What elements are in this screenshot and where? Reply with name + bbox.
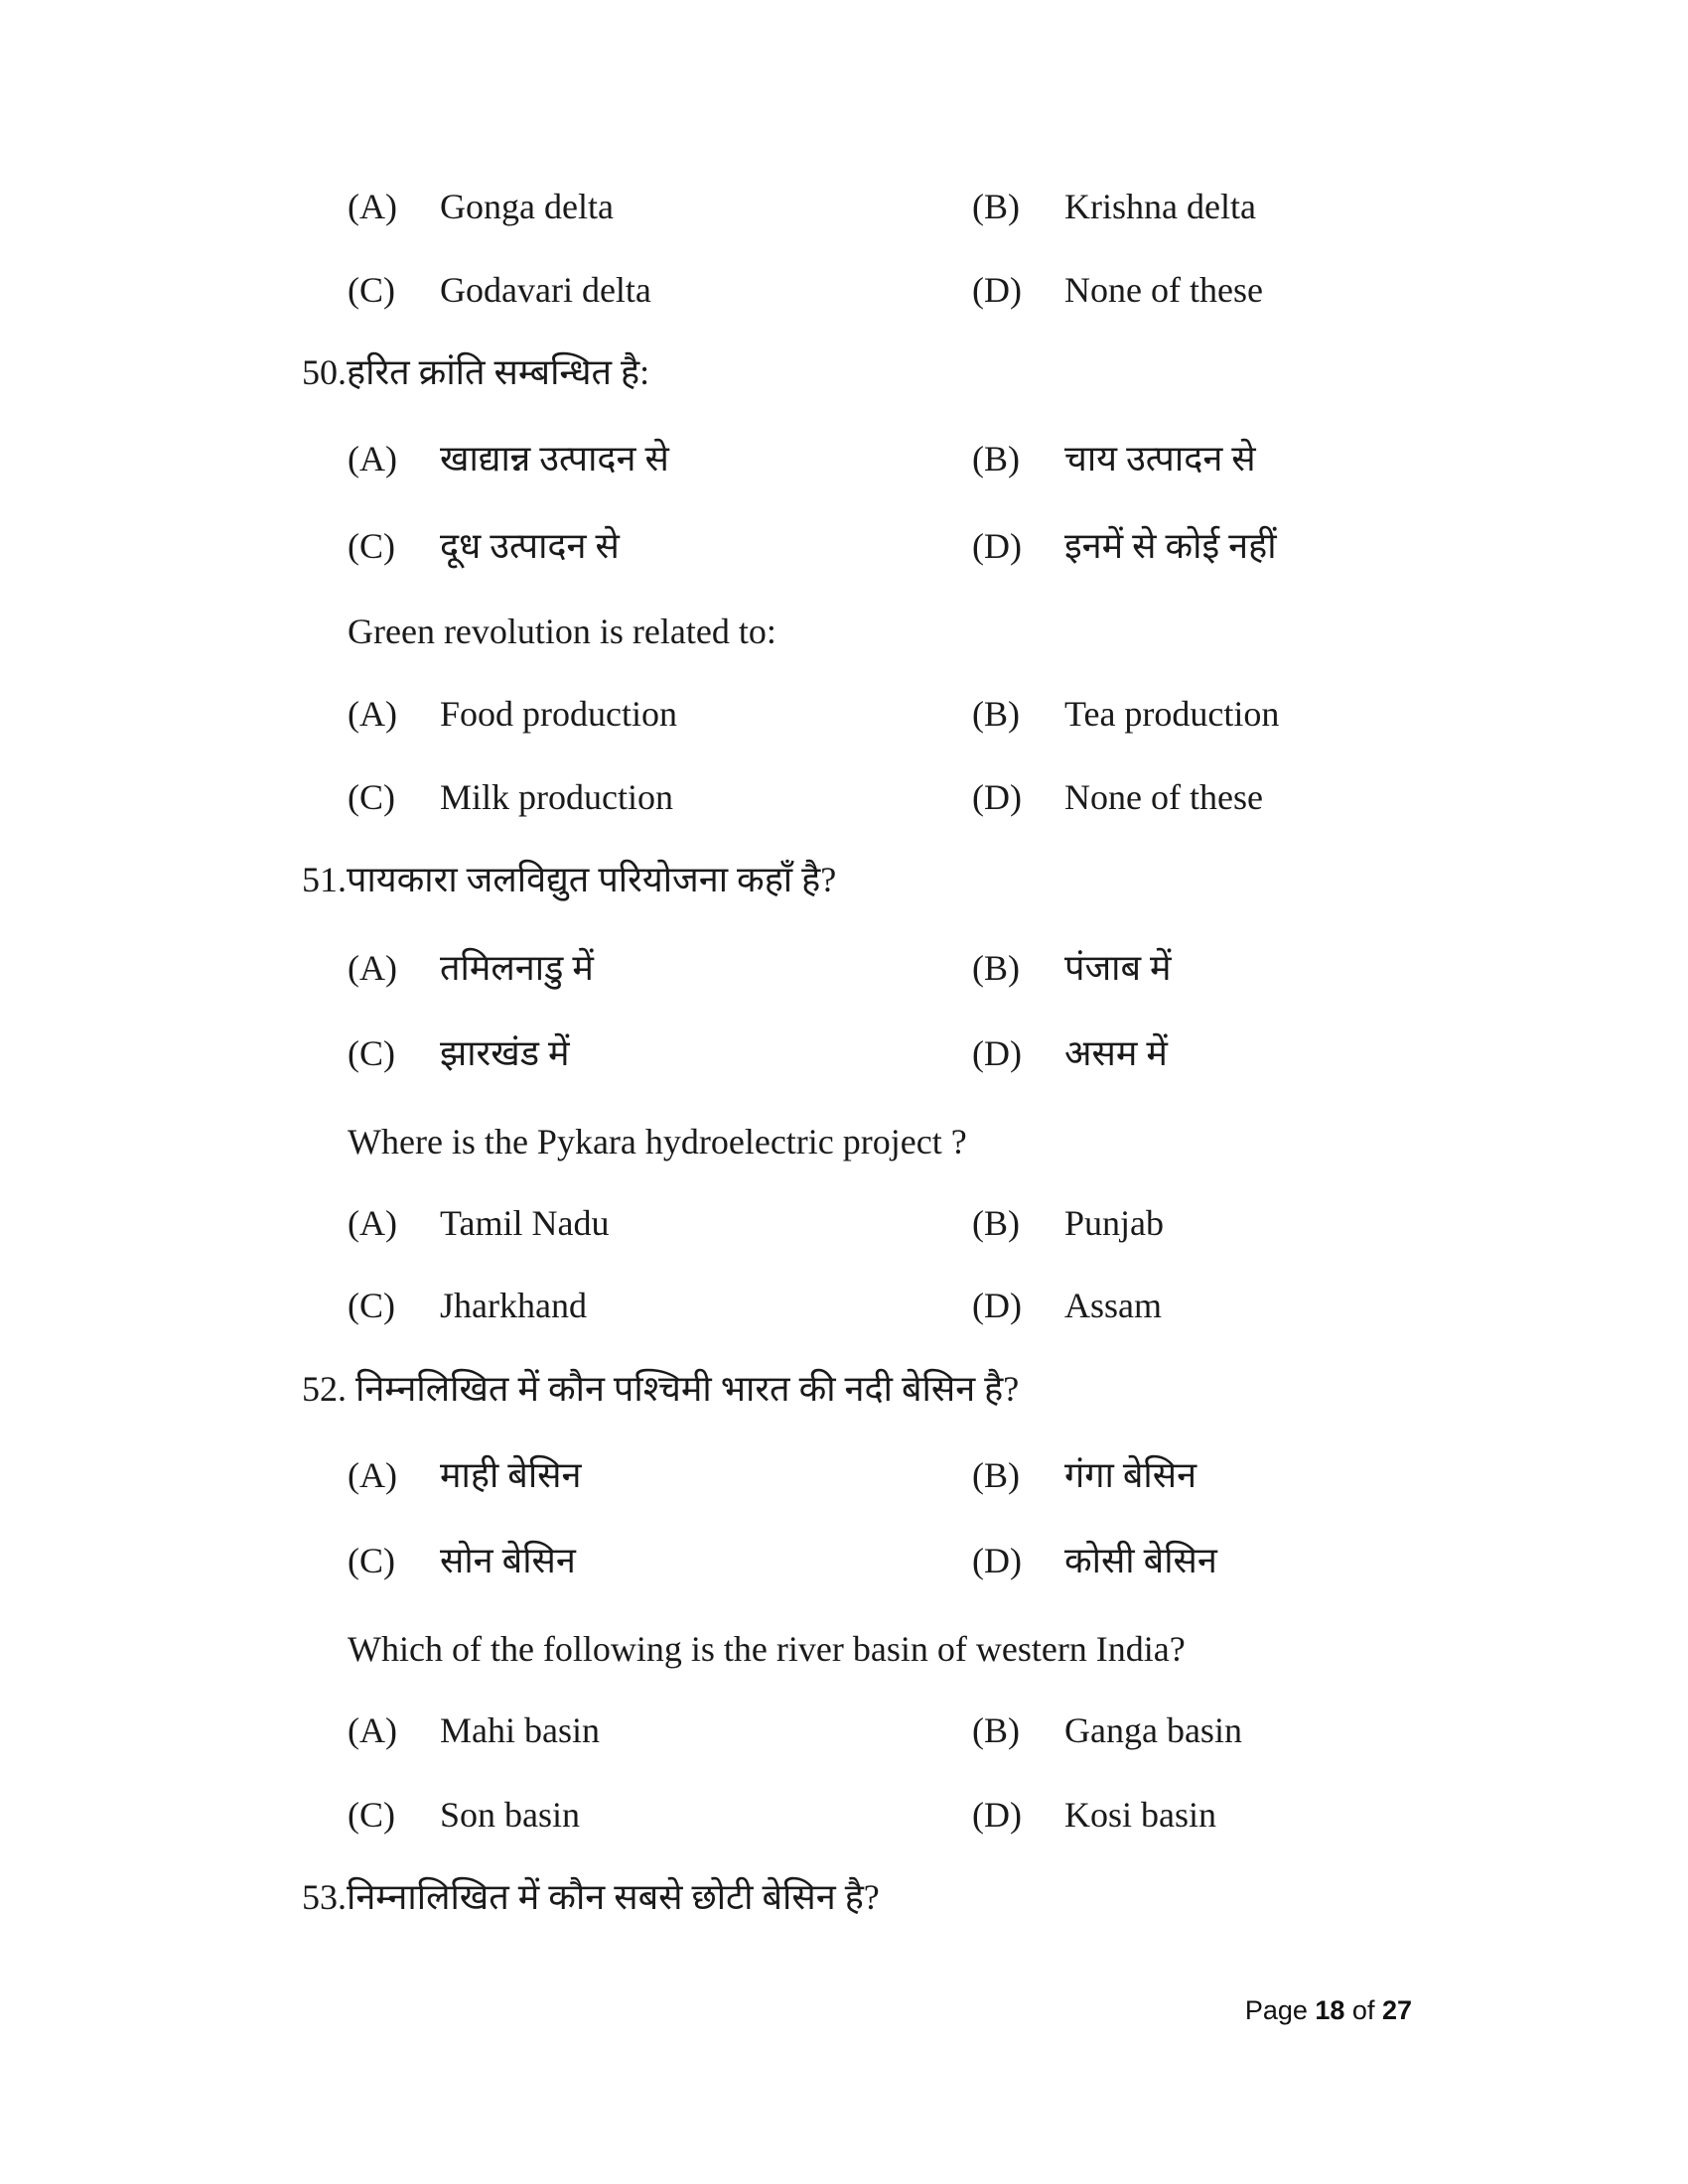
option-label: (B) (972, 948, 1020, 988)
question-english: Which of the following is the river basin of western India? (348, 1629, 1186, 1669)
option-label: (B) (972, 694, 1020, 734)
option-label: (D) (972, 1033, 1022, 1073)
page-label: Page (1244, 1995, 1316, 2025)
option-label: (C) (348, 777, 395, 817)
current-page: 18 (1315, 1995, 1345, 2025)
option-label: (D) (972, 1286, 1022, 1325)
option-label: (B) (972, 1455, 1020, 1495)
option-text: None of these (1064, 777, 1263, 817)
option-label: (D) (972, 1795, 1022, 1835)
option-label: (C) (348, 1795, 395, 1835)
page-number (1245, 1995, 1412, 2026)
option-text: कोसी बेसिन (1064, 1541, 1217, 1580)
option-label: (D) (972, 777, 1022, 817)
option-label: (B) (972, 187, 1020, 226)
option-text: खाद्यान्न उत्पादन से (440, 439, 669, 478)
option-text: इनमें से कोई नहीं (1064, 526, 1277, 566)
option-text: Tea production (1064, 694, 1280, 734)
question-hindi: 51.पायकारा जलविद्युत परियोजना कहाँ है? (302, 860, 837, 899)
option-label: (B) (972, 439, 1020, 478)
option-label: (D) (972, 270, 1022, 310)
option-text: Milk production (440, 777, 673, 817)
option-text: Tamil Nadu (440, 1203, 610, 1243)
option-text: Gonga delta (440, 187, 614, 226)
total-pages: 27 (1381, 1995, 1412, 2025)
option-text: Kosi basin (1064, 1795, 1216, 1835)
question-hindi: 53.निम्नालिखित में कौन सबसे छोटी बेसिन है? (302, 1877, 880, 1917)
option-text: Godavari delta (440, 270, 651, 310)
option-label: (A) (348, 948, 397, 988)
question-english: Where is the Pykara hydroelectric project ? (348, 1122, 967, 1161)
option-text: Assam (1064, 1286, 1162, 1325)
option-text: दूध उत्पादन से (440, 526, 620, 566)
option-text: माही बेसिन (440, 1455, 582, 1495)
option-label: (C) (348, 270, 395, 310)
option-text: Mahi basin (440, 1710, 600, 1750)
option-label: (D) (972, 526, 1022, 566)
option-text: चाय उत्पादन से (1064, 439, 1256, 478)
option-text: Ganga basin (1064, 1710, 1242, 1750)
option-label: (B) (972, 1203, 1020, 1243)
option-label: (C) (348, 1541, 395, 1580)
question-hindi: 50.हरित क्रांति सम्बन्धित है: (302, 352, 650, 392)
option-label: (C) (348, 526, 395, 566)
option-label: (A) (348, 187, 397, 226)
option-text: सोन बेसिन (440, 1541, 576, 1580)
option-text: झारखंड में (440, 1033, 570, 1073)
option-label: (C) (348, 1033, 395, 1073)
question-english: Green revolution is related to: (348, 612, 776, 651)
option-label: (A) (348, 1710, 397, 1750)
option-label: (A) (348, 1203, 397, 1243)
option-text: Punjab (1064, 1203, 1165, 1243)
option-label: (B) (972, 1710, 1020, 1750)
option-text: Krishna delta (1064, 187, 1256, 226)
option-text: None of these (1064, 270, 1263, 310)
option-text: Food production (440, 694, 677, 734)
page-of: of (1344, 1995, 1382, 2025)
question-hindi: 52. निम्नलिखित में कौन पश्चिमी भारत की नदी बेसिन है? (302, 1369, 1020, 1409)
option-text: Jharkhand (440, 1286, 587, 1325)
option-label: (D) (972, 1541, 1022, 1580)
option-label: (A) (348, 694, 397, 734)
option-label: (A) (348, 439, 397, 478)
option-label: (C) (348, 1286, 395, 1325)
option-text: असम में (1064, 1033, 1168, 1073)
option-text: Son basin (440, 1795, 581, 1835)
option-text: पंजाब में (1064, 948, 1172, 988)
option-text: तमिलनाडु में (440, 948, 594, 988)
option-text: गंगा बेसिन (1064, 1455, 1197, 1495)
option-label: (A) (348, 1455, 397, 1495)
